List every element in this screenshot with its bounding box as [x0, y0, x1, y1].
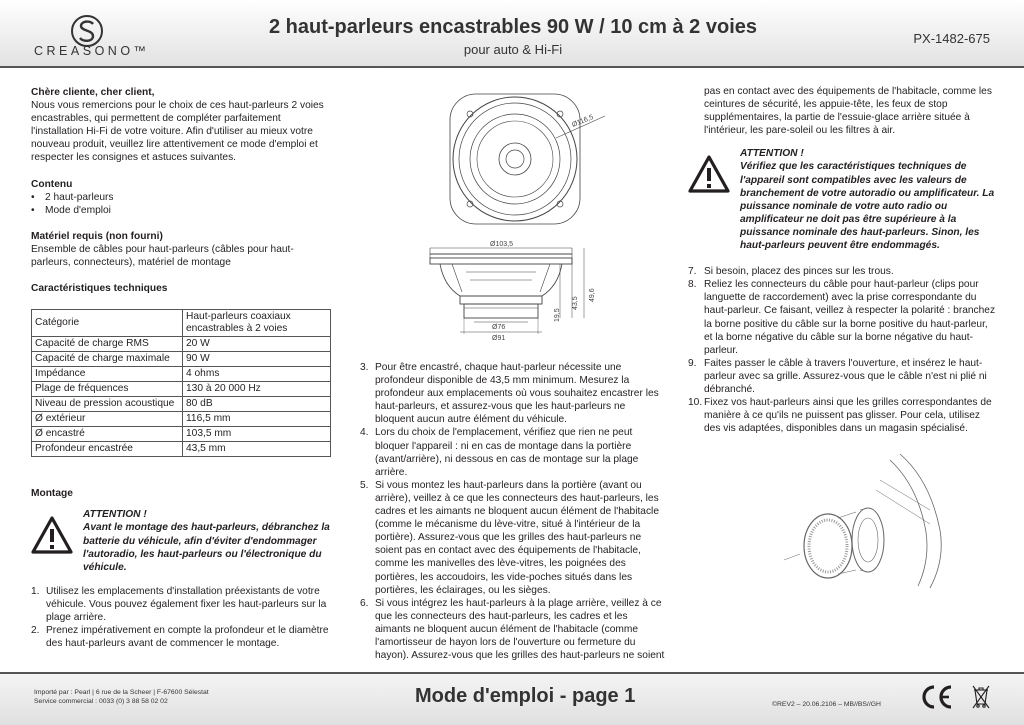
right-column — [688, 85, 996, 435]
left-column — [31, 86, 333, 650]
installation-illustration — [780, 450, 950, 590]
list-item — [31, 624, 333, 650]
step-number: 3. — [360, 362, 369, 373]
step-number: 5. — [360, 479, 369, 491]
compatibility-warning — [688, 147, 996, 252]
table-row — [32, 412, 331, 427]
dim-91-label: Ø91 — [492, 335, 506, 342]
warning-text: Vérifiez que les caractéristiques techniques de l'appareil sont compatibles avec les valeurs de branchement de votre autoradio ou amplificateur. La puissance nominale de votre auto radio ou amplificateur ne doit pas être supérieure à la puissance nominale des haut-parleurs. Sinon, les haut-parleurs peuvent être endommagés. — [740, 161, 995, 252]
page-footer — [0, 672, 1024, 725]
list-item — [360, 597, 665, 662]
steps-list — [360, 361, 665, 662]
page-title: Mode d'emploi - page 1 — [415, 685, 636, 707]
table-row — [32, 397, 331, 412]
materials-heading: Matériel requis (non fourni) — [31, 230, 163, 242]
revision-info: ©REV2 – 20.06.2106 – MB//BS//GH — [772, 701, 881, 708]
materials-text: Ensemble de câbles pour haut-parleurs (câbles pour haut-parleurs, connecteurs), matériel de montage — [31, 243, 294, 269]
spec-value: 116,5 mm — [183, 412, 331, 427]
creasono-logo-icon — [70, 14, 104, 48]
table-row — [32, 337, 331, 352]
step-text: Si vous intégrez les haut-parleurs à la plage arrière, veillez à ce que les connecteurs des haut-parleurs, les cadres et les aimants ne bloquent aucun élément de l'habitacle (comme l'amortisseur de hayon lors de l'ouverture ou fermeture du hayon). Assurez-vous que les grilles des haut-parleurs ne soient — [375, 597, 665, 662]
brand-name: CREASONO™ — [34, 44, 150, 58]
step-text: Pour être encastré, chaque haut-parleur nécessite une profondeur disponible de 43,5 mm minimum. Mesurez la profondeur aux emplacements où vous souhaitez encastrer les haut-parleurs, et assurez-vous que les haut-parleurs ne bloquent aucun autre élément du véhicule. — [375, 362, 659, 426]
steps-list — [31, 585, 333, 650]
step-text: Lors du choix de l'emplacement, vérifiez que rien ne peut bloquer l'appareil : ni en cas de montage dans la portière (avant/arrière), ni dessous en cas de montage sur la plage arrière. — [375, 427, 639, 478]
spec-label: Ø extérieur — [32, 412, 183, 427]
page-header — [0, 0, 1024, 68]
spec-value: 4 ohms — [183, 367, 331, 382]
step-text: Fixez vos haut-parleurs ainsi que les grilles correspondantes de manière à ce qu'ils ne puissent pas glisser. Pour cela, utilisez des vis adaptées, disponibles dans un magasin spécialisé. — [704, 397, 992, 435]
spec-value: 20 W — [183, 337, 331, 352]
step-text: Utilisez les emplacements d'installation préexistants de votre véhicule. Vous pouvez également fixer les haut-parleurs sur la plage arrière. — [46, 585, 327, 623]
list-item — [360, 479, 665, 597]
list-item — [688, 357, 996, 396]
spec-value: Haut-parleurs coaxiaux encastrables à 2 voies — [183, 310, 331, 337]
importer-info — [34, 688, 209, 706]
spec-value: 103,5 mm — [183, 427, 331, 442]
dim-frame-label: Ø103,5 — [490, 241, 513, 248]
table-row — [32, 367, 331, 382]
specs-heading: Caractéristiques techniques — [31, 283, 168, 295]
warning-title: ATTENTION ! — [83, 509, 147, 521]
list-item — [31, 585, 333, 624]
ce-mark-icon — [920, 684, 954, 710]
importer-address: Importé par : Pearl | 6 rue de la Scheer | F-67600 Sélestat — [34, 689, 209, 696]
spec-label: Impédance — [32, 367, 183, 382]
spec-value: 43,5 mm — [183, 442, 331, 457]
spec-label: Profondeur encastrée — [32, 442, 183, 457]
spec-label: Catégorie — [32, 310, 183, 337]
spec-label: Capacité de charge maximale — [32, 352, 183, 367]
intro-text: Nous vous remercions pour le choix de ces haut-parleurs 2 voies encastrables, qui permettent de compléter parfaitement l'installation Hi-Fi de votre voiture. Afin d'utiliser au mieux votre nouveau produit, veuillez lire attentivement ce mode d'emploi et respecter les consignes et astuces suivantes. — [31, 100, 324, 164]
step-text: Si vous montez les haut-parleurs dans la portière (avant ou arrière), veillez à ce que les connecteurs des haut-parleurs, les cadres et les aimants ne bloquent aucun élément de l'habitacle (comme le mécanisme du lève-vitre, situé à l'intérieur de la portière). Assurez-vous que les grilles des haut-parleurs ne soient pas en contact avec des équipements de l'habitacle, comme les manivelles des lève-vitres, les poignées des portières, les accoudoirs, les vide-poches situés dans les portières, les éclairages, ou les sièges. — [375, 479, 659, 596]
warning-icon — [688, 155, 730, 193]
speaker-front-diagram — [430, 86, 610, 231]
dim-19-label: 19,5 — [554, 308, 561, 322]
continuation-text: pas en contact avec des équipements de l'habitacle, comme les ceintures de sécurité, les appuie-tête, les feux de stop supplémentaires, la partie de l'essuie-glace arrière située à l'intérieur, les pare-soleil ou les filtres à air. — [704, 86, 992, 137]
contents-list — [31, 191, 333, 217]
document-title: 2 haut-parleurs encastrables 90 W / 10 cm à 2 voies — [268, 16, 757, 38]
step-text: Reliez les connecteurs du câble pour haut-parleur (clips pour languette de raccordement) avec la prise correspondante du haut-parleur. Ce faisant, veillez à respecter la polarité : branchez la borne positive du câble sur la borne positive du haut-parleur, et la borne négative du câble sur la borne négative du haut-parleur. — [704, 279, 996, 356]
list-item — [688, 278, 996, 357]
dim-43-label: 43,5 — [572, 296, 579, 310]
table-row — [32, 310, 331, 337]
contents-heading: Contenu — [31, 178, 73, 190]
specs-table — [31, 309, 331, 457]
mounting-heading: Montage — [31, 488, 73, 500]
warning-text: Avant le montage des haut-parleurs, débranchez la batterie du véhicule, afin d'éviter d'endommager l'autoradio, les haut-parleurs ou l'électronique du véhicule. — [83, 522, 330, 573]
middle-column — [360, 361, 665, 662]
step-number: 2. — [31, 625, 40, 637]
table-row — [32, 442, 331, 457]
spec-value: 130 à 20 000 Hz — [183, 382, 331, 397]
salutation: Chère cliente, cher client, — [31, 87, 155, 98]
list-item — [688, 265, 996, 278]
step-number: 1. — [31, 585, 40, 597]
list-item: • 2 haut-parleurs — [31, 191, 333, 204]
weee-bin-icon — [971, 684, 991, 710]
step-text: Si besoin, placez des pinces sur les trous. — [704, 266, 894, 278]
speaker-side-diagram — [422, 236, 604, 356]
step-text: Faites passer le câble à travers l'ouverture, et insérez le haut-parleur avec sa grille. Assurez-vous que le câble n'est ni plié ni débranché. — [704, 357, 987, 395]
steps-list — [688, 265, 996, 435]
step-number: 7. — [688, 266, 697, 278]
document-subtitle: pour auto & Hi-Fi — [463, 42, 563, 57]
list-item — [688, 396, 996, 435]
dim-outer-label: Ø116,5 — [571, 113, 595, 129]
dim-76-label: Ø76 — [492, 324, 506, 331]
step-number: 4. — [360, 427, 369, 439]
warning-icon — [31, 516, 73, 554]
spec-label: Ø encastré — [32, 427, 183, 442]
table-row — [32, 382, 331, 397]
step-number: 9. — [688, 357, 697, 369]
spec-label: Plage de fréquences — [32, 382, 183, 397]
warning-title: ATTENTION ! — [740, 148, 804, 160]
step-text: Prenez impérativement en compte la profondeur et le diamètre des haut-parleurs avant de commencer le montage. — [46, 625, 329, 650]
spec-label: Capacité de charge RMS — [32, 337, 183, 352]
step-number: 6. — [360, 597, 369, 609]
spec-label: Niveau de pression acoustique — [32, 397, 183, 412]
product-code: PX-1482-675 — [913, 31, 990, 46]
dim-49-label: 49,6 — [589, 288, 596, 302]
list-item — [360, 426, 665, 478]
step-number: 10. — [688, 397, 703, 409]
service-phone: Service commercial : 0033 (0) 3 88 58 02 02 — [34, 698, 168, 705]
spec-value: 90 W — [183, 352, 331, 367]
table-row — [32, 427, 331, 442]
table-row — [32, 352, 331, 367]
list-item — [360, 361, 665, 426]
step-number: 8. — [688, 279, 697, 291]
list-item: • Mode d'emploi — [31, 204, 333, 217]
mounting-warning — [31, 508, 333, 573]
spec-value: 80 dB — [183, 397, 331, 412]
